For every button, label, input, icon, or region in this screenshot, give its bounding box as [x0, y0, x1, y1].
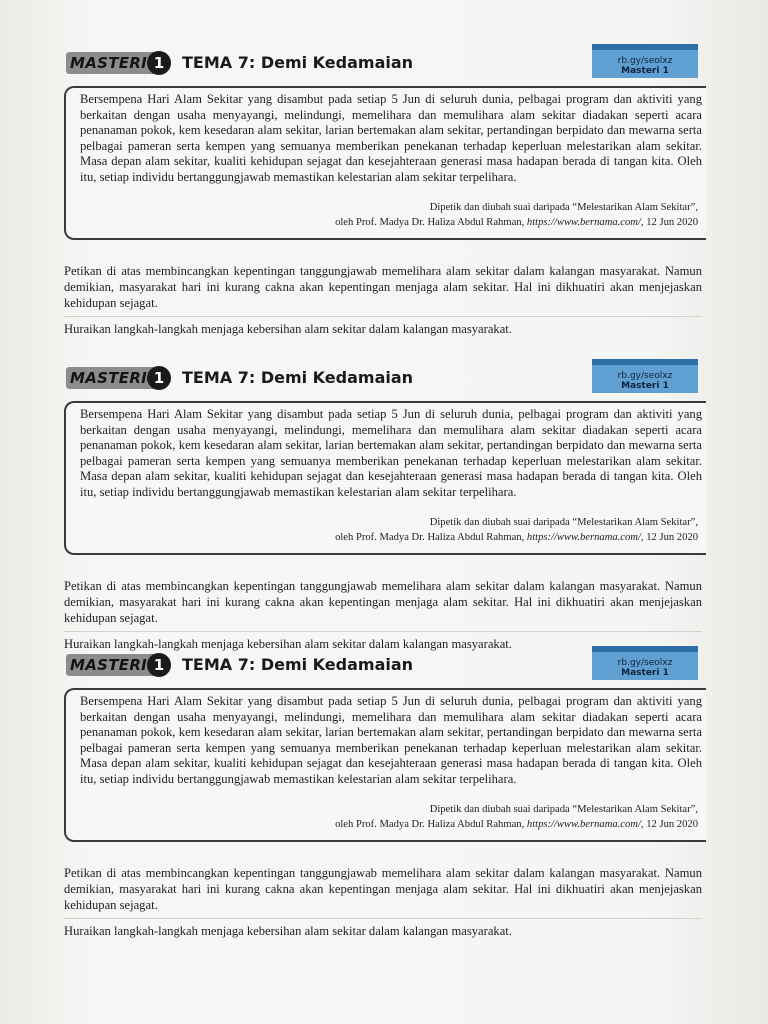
source-author: oleh Prof. Madya Dr. Haliza Abdul Rahman,	[335, 819, 525, 830]
source-url: https://www.bernama.com/,	[526, 532, 644, 543]
source-line-1: Dipetik dan diubah suai daripada “Melestarikan Alam Sekitar”,	[429, 517, 698, 528]
tema-title: TEMA 7: Demi Kedamaian	[182, 53, 414, 72]
exercise-block-3	[0, 632, 768, 938]
exercise-block-1	[0, 30, 768, 336]
source-line-1: Dipetik dan diubah suai daripada “Melestarikan Alam Sekitar”,	[429, 804, 698, 815]
divider	[64, 316, 702, 317]
masteri-number: 1	[147, 653, 171, 677]
source-line-2	[138, 530, 698, 545]
masteri-number: 1	[147, 366, 171, 390]
exercise-block-2	[0, 345, 768, 651]
source-author: oleh Prof. Madya Dr. Haliza Abdul Rahman,	[335, 532, 525, 543]
qr-link-tag[interactable]	[592, 359, 698, 393]
quote-text: Bersempena Hari Alam Sekitar yang disambut pada setiap 5 Jun di seluruh dunia, pelbagai program dan aktiviti yang berkaitan dengan usaha menyayangi, melindungi, memelihara dan memulihara alam sekitar diadakan seperti acara penanaman pokok, kem kesedaran alam sekitar, larian bertemakan alam sekitar, pertandingan berpidato dan mewarna serta pelbagai pameran serta kempen yang semuanya memberikan penekanan terhadap keperluan melestarikan alam sekitar. Masa depan alam sekitar, kualiti kehidupan sejagat dan kesejahteraan generasi masa hadapan berada di tangan kita. Oleh itu, setiap individu bertanggungjawab memastikan kelestarian alam sekitar terpelihara.	[80, 407, 702, 499]
source-author: oleh Prof. Madya Dr. Haliza Abdul Rahman,	[335, 217, 525, 228]
source-date: 12 Jun 2020	[646, 819, 698, 830]
qr-label: Masteri 1	[621, 381, 669, 391]
qr-link-tag[interactable]	[592, 646, 698, 680]
source-url: https://www.bernama.com/,	[526, 217, 644, 228]
source-date: 12 Jun 2020	[646, 217, 698, 228]
instruction-text: Huraikan langkah-langkah menjaga kebersihan alam sekitar dalam kalangan masyarakat.	[64, 924, 512, 938]
quote-source	[138, 515, 698, 545]
qr-code-strip	[592, 359, 698, 365]
quote-box	[64, 688, 706, 842]
qr-link-tag[interactable]	[592, 44, 698, 78]
instruction-text: Huraikan langkah-langkah menjaga kebersihan alam sekitar dalam kalangan masyarakat.	[64, 637, 512, 651]
source-date: 12 Jun 2020	[646, 532, 698, 543]
source-url: https://www.bernama.com/,	[526, 819, 644, 830]
question-text: Petikan di atas membincangkan kepentingan tanggungjawab memelihara alam sekitar dalam kalangan masyarakat. Namun demikian, masyarakat hari ini kurang cakna akan kepentingan menjaga alam sekitar. Hal ini dikhuatiri akan menjejaskan kehidupan sejagat.	[64, 866, 702, 912]
masteri-label: MASTERI	[70, 369, 148, 387]
source-line-2	[138, 817, 698, 832]
source-line-2	[138, 215, 698, 230]
qr-label: Masteri 1	[621, 668, 669, 678]
qr-label: Masteri 1	[621, 66, 669, 76]
qr-url: rb.gy/seolxz	[617, 658, 673, 668]
masteri-label: MASTERI	[70, 54, 148, 72]
divider	[64, 918, 702, 919]
tema-title: TEMA 7: Demi Kedamaian	[182, 655, 414, 674]
tema-title: TEMA 7: Demi Kedamaian	[182, 368, 414, 387]
masteri-number: 1	[147, 51, 171, 75]
quote-box	[64, 401, 706, 555]
question-text: Petikan di atas membincangkan kepentingan tanggungjawab memelihara alam sekitar dalam kalangan masyarakat. Namun demikian, masyarakat hari ini kurang cakna akan kepentingan menjaga alam sekitar. Hal ini dikhuatiri akan menjejaskan kehidupan sejagat.	[64, 579, 702, 625]
qr-code-strip	[592, 44, 698, 50]
qr-code-strip	[592, 646, 698, 652]
quote-source	[138, 200, 698, 230]
masteri-label: MASTERI	[70, 656, 148, 674]
quote-text: Bersempena Hari Alam Sekitar yang disambut pada setiap 5 Jun di seluruh dunia, pelbagai program dan aktiviti yang berkaitan dengan usaha menyayangi, melindungi, memelihara dan memulihara alam sekitar diadakan seperti acara penanaman pokok, kem kesedaran alam sekitar, larian bertemakan alam sekitar, pertandingan berpidato dan mewarna serta pelbagai pameran serta kempen yang semuanya memberikan penekanan terhadap keperluan melestarikan alam sekitar. Masa depan alam sekitar, kualiti kehidupan sejagat dan kesejahteraan generasi masa hadapan berada di tangan kita. Oleh itu, setiap individu bertanggungjawab memastikan kelestarian alam sekitar terpelihara.	[80, 92, 702, 184]
source-line-1: Dipetik dan diubah suai daripada “Melestarikan Alam Sekitar”,	[429, 202, 698, 213]
question-text: Petikan di atas membincangkan kepentingan tanggungjawab memelihara alam sekitar dalam kalangan masyarakat. Namun demikian, masyarakat hari ini kurang cakna akan kepentingan menjaga alam sekitar. Hal ini dikhuatiri akan menjejaskan kehidupan sejagat.	[64, 264, 702, 310]
quote-source	[138, 802, 698, 832]
instruction-text: Huraikan langkah-langkah menjaga kebersihan alam sekitar dalam kalangan masyarakat.	[64, 322, 512, 336]
qr-url: rb.gy/seolxz	[617, 371, 673, 381]
qr-url: rb.gy/seolxz	[617, 56, 673, 66]
quote-text: Bersempena Hari Alam Sekitar yang disambut pada setiap 5 Jun di seluruh dunia, pelbagai program dan aktiviti yang berkaitan dengan usaha menyayangi, melindungi, memelihara dan memulihara alam sekitar diadakan seperti acara penanaman pokok, kem kesedaran alam sekitar, larian bertemakan alam sekitar, pertandingan berpidato dan mewarna serta pelbagai pameran serta kempen yang semuanya memberikan penekanan terhadap keperluan melestarikan alam sekitar. Masa depan alam sekitar, kualiti kehidupan sejagat dan kesejahteraan generasi masa hadapan berada di tangan kita. Oleh itu, setiap individu bertanggungjawab memastikan kelestarian alam sekitar terpelihara.	[80, 694, 702, 786]
quote-box	[64, 86, 706, 240]
